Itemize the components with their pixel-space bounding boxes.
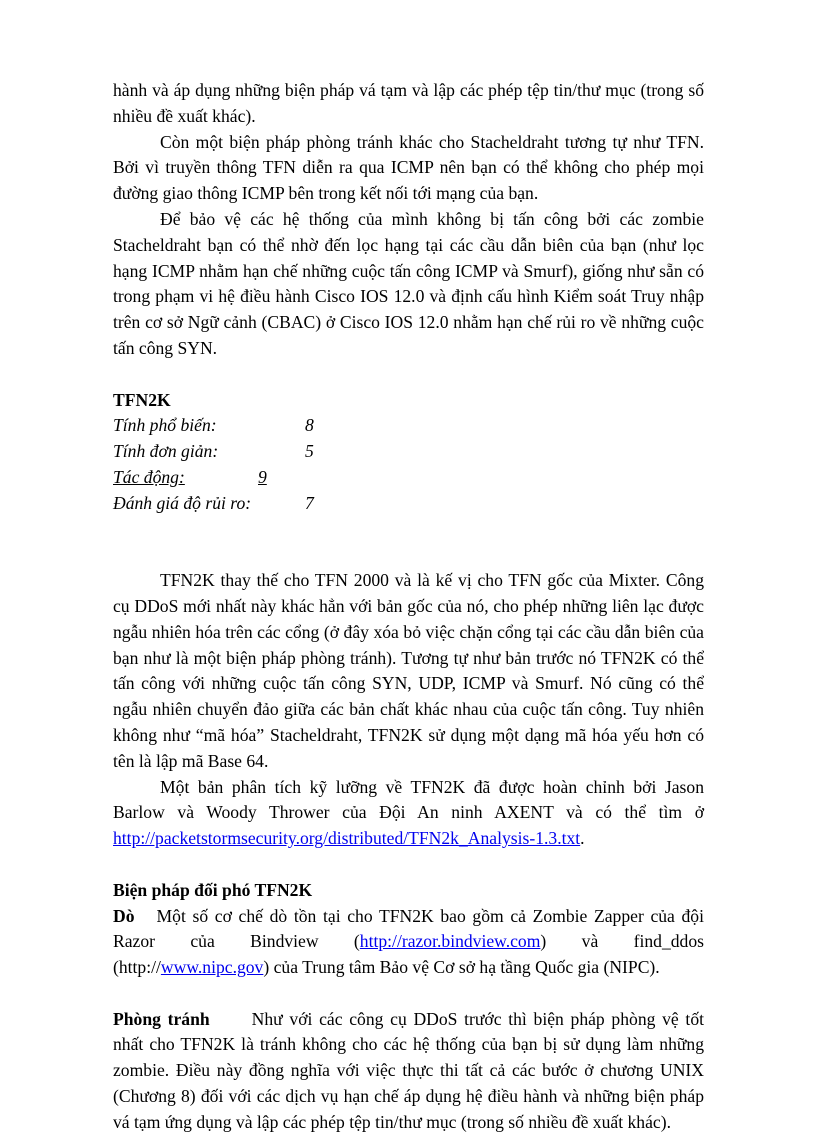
rating-value: 5 [305, 441, 314, 462]
paragraph-3: Để bảo vệ các hệ thống của mình không bị tấn công bởi các zombie Stacheldraht bạn có thể nhờ đến lọc hạng tại các cầu dẫn biên của bạn (như lọc hạng ICMP nhằm hạn chế những cuộc tấn công ICMP và Smurf), giống như sẵn có trong phạm vi hệ điều hành Cisco IOS 12.0 và định cấu hình Kiểm soát Truy nhập trên cơ sở Ngữ cảnh (CBAC) ở Cisco IOS 12.0 nhằm hạn chế rủi ro về những cuộc tấn công SYN. [113, 208, 704, 358]
bindview-link[interactable]: http://razor.bindview.com [359, 931, 541, 952]
rating-label: Đánh giá độ rủi ro: [113, 492, 252, 513]
paragraph-5-text: Một bản phân tích kỹ lưỡng về TFN2K đã được hoàn chỉnh bởi Jason Barlow và Woody Thrower của Đội An ninh AXENT và có thể tìm ở [113, 776, 704, 823]
rating-impact [113, 465, 704, 491]
spacer [113, 981, 704, 1007]
rating-label: Tính phổ biến: [113, 415, 217, 436]
analysis-link[interactable]: http://packetstormsecurity.org/distributed/TFN2k_Analysis-1.3.txt [113, 828, 581, 849]
prevent-text: Như với các công cụ DDoS trước thì biện pháp phòng vệ tốt nhất cho TFN2K là tránh không cho các hệ thống của bạn bị sử dụng làm những zombie. Điều này đồng nghĩa với việc thực thi tất cả các bước ở chương UNIX (Chương 8) đối với các dịch vụ hạn chế áp dụng hệ điều hành và những biện pháp vá tạm ứng dụng và lập các phép tệp tin/thư mục (trong số nhiều đề xuất khác). [113, 1008, 705, 1132]
paragraph-1: hành và áp dụng những biện pháp vá tạm và lập các phép tệp tin/thư mục (trong số nhiều đề xuất khác). [113, 80, 704, 126]
paragraph-5-end: . [580, 828, 585, 849]
nipc-link[interactable]: www.nipc.gov [160, 957, 264, 978]
detect-text-2: ) và find_ddos (http:// [113, 931, 704, 978]
paragraph-4: TFN2K thay thế cho TFN 2000 và là kế vị cho TFN gốc của Mixter. Công cụ DDoS mới nhất này khác hẳn với bản gốc của nó, cho phép những liên lạc được ngẫu nhiên hóa trên các cổng (ở đây xóa bỏ việc chặn cổng tại các cầu dẫn biên của bạn như là một biện pháp phòng tránh). Tương tự như bản trước nó TFN2K có thể tấn công với những cuộc tấn công SYN, UDP, ICMP và Smurf. Nó cũng có thể ngẫu nhiên chuyển đảo giữa các bản chất khác nhau của cuộc tấn công. Tuy nhiên không như “mã hóa” Stacheldraht, TFN2K sử dụng một dạng mã hóa yếu hơn có tên là lập mã Base 64. [113, 570, 704, 771]
rating-label: Tác động: [113, 466, 185, 487]
detect-paragraph [113, 904, 704, 981]
rating-label: Tính đơn giản: [113, 441, 219, 462]
spacer [113, 852, 704, 878]
rating-simplicity [113, 439, 704, 465]
rating-popularity [113, 413, 704, 439]
rating-value: 8 [305, 415, 314, 436]
spacer [113, 517, 704, 569]
detect-label: Dò [113, 905, 135, 926]
detect-text-1: Một số cơ chế dò tồn tại cho TFN2K bao gồm cả Zombie Zapper của đội Razor của Bindview ( [113, 905, 704, 952]
spacer [113, 362, 704, 388]
rating-value: 9 [258, 466, 267, 487]
document-page [113, 78, 704, 1136]
rating-value: 7 [305, 492, 314, 513]
detect-text-3: ) của Trung tâm Bảo vệ Cơ sở hạ tầng Quốc gia (NIPC). [263, 957, 660, 978]
prevent-paragraph [113, 1007, 704, 1136]
paragraph-5 [113, 775, 704, 852]
prevent-label: Phòng tránh [113, 1008, 210, 1029]
rating-risk [113, 491, 704, 517]
paragraph-2: Còn một biện pháp phòng tránh khác cho Stacheldraht tương tự như TFN. Bởi vì truyền thông TFN diễn ra qua ICMP nên bạn có thể không cho phép mọi đường giao thông ICMP bên trong kết nối tới mạng của bạn. [113, 131, 704, 204]
section-heading-tfn2k: TFN2K [113, 389, 171, 410]
section-heading-countermeasures: Biện pháp đối phó TFN2K [113, 879, 313, 900]
